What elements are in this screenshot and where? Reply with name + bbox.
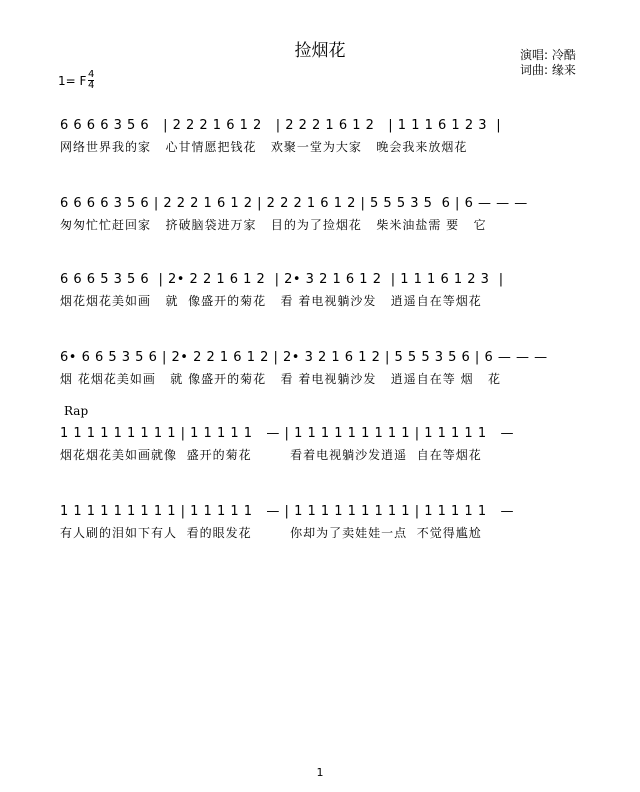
song-title: 捡烟花 <box>294 41 346 61</box>
notes-line: 6 6 6 5 3 5 6 | 2• 2 2 1 6 1 2 | 2• 3 2 1 6 1 2 | 1 1 1 6 1 2 3 | <box>60 272 504 287</box>
notes-line: 6• 6 6 5 3 5 6 | 2• 2 2 1 6 1 2 | 2• 3 2 1 6 1 2 | 5 5 5 3 5 6 | 6 — — — <box>60 350 548 365</box>
time-denominator: 4 <box>88 80 95 91</box>
notes-line: 1 1 1 1 1 1 1 1 1 | 1 1 1 1 1 — | 1 1 1 1 1 1 1 1 1 | 1 1 1 1 1 — <box>60 426 514 441</box>
time-numerator: 4 <box>88 69 95 80</box>
notes-line: 6 6 6 6 3 5 6 | 2 2 2 1 6 1 2 | 2 2 2 1 6 1 2 | 1 1 1 6 1 2 3 | <box>60 118 502 133</box>
lyrics-line: 匆匆忙忙赶回家 挤破脑袋进万家 目的为了捡烟花 柴米油盐需 要 它 <box>60 218 487 232</box>
time-signature <box>88 70 94 91</box>
rap-label: Rap <box>64 404 89 418</box>
notes-line: 6 6 6 6 3 5 6 | 2 2 2 1 6 1 2 | 2 2 2 1 6 1 2 | 5 5 5 3 5 6 | 6 — — — <box>60 196 528 211</box>
singer-credit: 演唱: 冷酷 <box>520 48 576 62</box>
credits <box>520 48 576 78</box>
lyrics-line: 烟花烟花美如画就像 盛开的菊花 看着电视躺沙发逍遥 自在等烟花 <box>60 448 482 462</box>
lyrics-line: 有人刷的泪如下有人 看的眼发花 你却为了卖娃娃一点 不觉得尴尬 <box>60 526 482 540</box>
notes-line: 1 1 1 1 1 1 1 1 1 | 1 1 1 1 1 — | 1 1 1 1 1 1 1 1 1 | 1 1 1 1 1 — <box>60 504 514 519</box>
writer-credit: 词曲: 缘来 <box>520 63 576 77</box>
key-signature: 1= F <box>58 74 87 88</box>
lyrics-line: 烟花烟花美如画 就 像盛开的菊花 看 着电视躺沙发 逍遥自在等烟花 <box>60 294 482 308</box>
page-number: 1 <box>316 766 324 779</box>
lyrics-line: 网络世界我的家 心甘情愿把钱花 欢聚一堂为大家 晚会我来放烟花 <box>60 140 468 154</box>
lyrics-line: 烟 花烟花美如画 就 像盛开的菊花 看 着电视躺沙发 逍遥自在等 烟 花 <box>60 372 502 386</box>
